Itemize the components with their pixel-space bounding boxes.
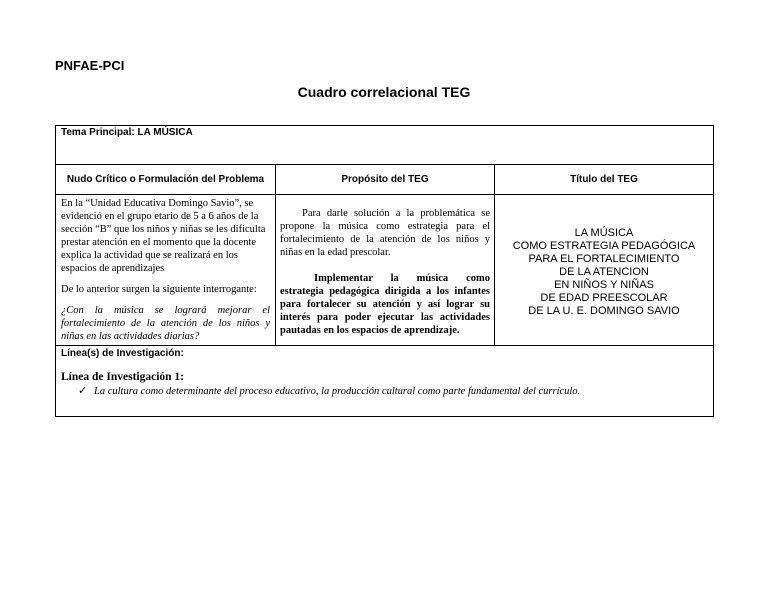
theme-row [56,126,714,165]
research-row [56,346,714,417]
header-problem: Nudo Crítico o Formulación del Problema [56,165,276,195]
title-line: LA MÚSICA [574,226,634,239]
title-line: COMO ESTRATEGIA PEDAGÓGICA [512,239,696,252]
document-title: Cuadro correlacional TEG [297,84,471,100]
problem-cell [56,195,276,346]
theme-cell [56,126,714,165]
header-purpose: Propósito del TEG [276,165,495,195]
problem-paragraph: En la “Unidad Educativa Domingo Savio”, se evidenció en el grupo etario de 5 a 6 años de la sección “B” que los niños y niñas se les dificulta prestar atención en el momento que la docente explica la actividad que se realizará en los espacios de aprendizajes [61,198,266,274]
header-title: Título del TEG [495,165,714,195]
problem-intro: De lo anterior surgen la siguiente interrogante: [61,284,257,295]
content-row [56,195,714,346]
research-line-text: La cultura como determinante del proceso educativo, la producción cultural como parte fundamental del currículo. [94,386,581,397]
problem-question: ¿Con la música se logrará mejorar el fortalecimiento de la atención de los niños y niñas en las actividades diarias? [61,305,270,342]
title-line: DE LA ATENCION [559,265,649,278]
title-line: PARA EL FORTALECIMIENTO [528,252,680,265]
research-cell [56,346,714,417]
header-row [56,165,714,195]
theme-label: Tema Principal: LA MÚSICA [61,127,193,138]
title-line: EN NIÑOS Y NIÑAS [554,278,654,291]
title-line: DE LA U. E. DOMINGO SAVIO [528,304,680,317]
research-line-item [61,384,708,397]
purpose-paragraph: Para darle solución a la problemática se propone la música como estrategia para el fortalecimiento de la atención de los niños y niñas en la edad prescolar. [280,208,490,258]
research-label: Línea(s) de Investigación: [61,348,184,359]
title-cell [495,195,714,346]
document-org-code: PNFAE-PCI [55,58,125,73]
title-line: DE EDAD PREESCOLAR [540,291,668,304]
research-line-name: Línea de Investigación 1: [61,371,184,383]
purpose-objective: Implementar la música como estrategia pedagógica dirigida a los infantes para fortalecer su atención y así lograr su interés para poder ejecutar las actividades pautadas en los espacios de aprendizaje. [280,273,490,336]
checkmark-icon: ✓ [78,385,88,397]
purpose-cell [276,195,495,346]
correlation-table [55,125,714,417]
